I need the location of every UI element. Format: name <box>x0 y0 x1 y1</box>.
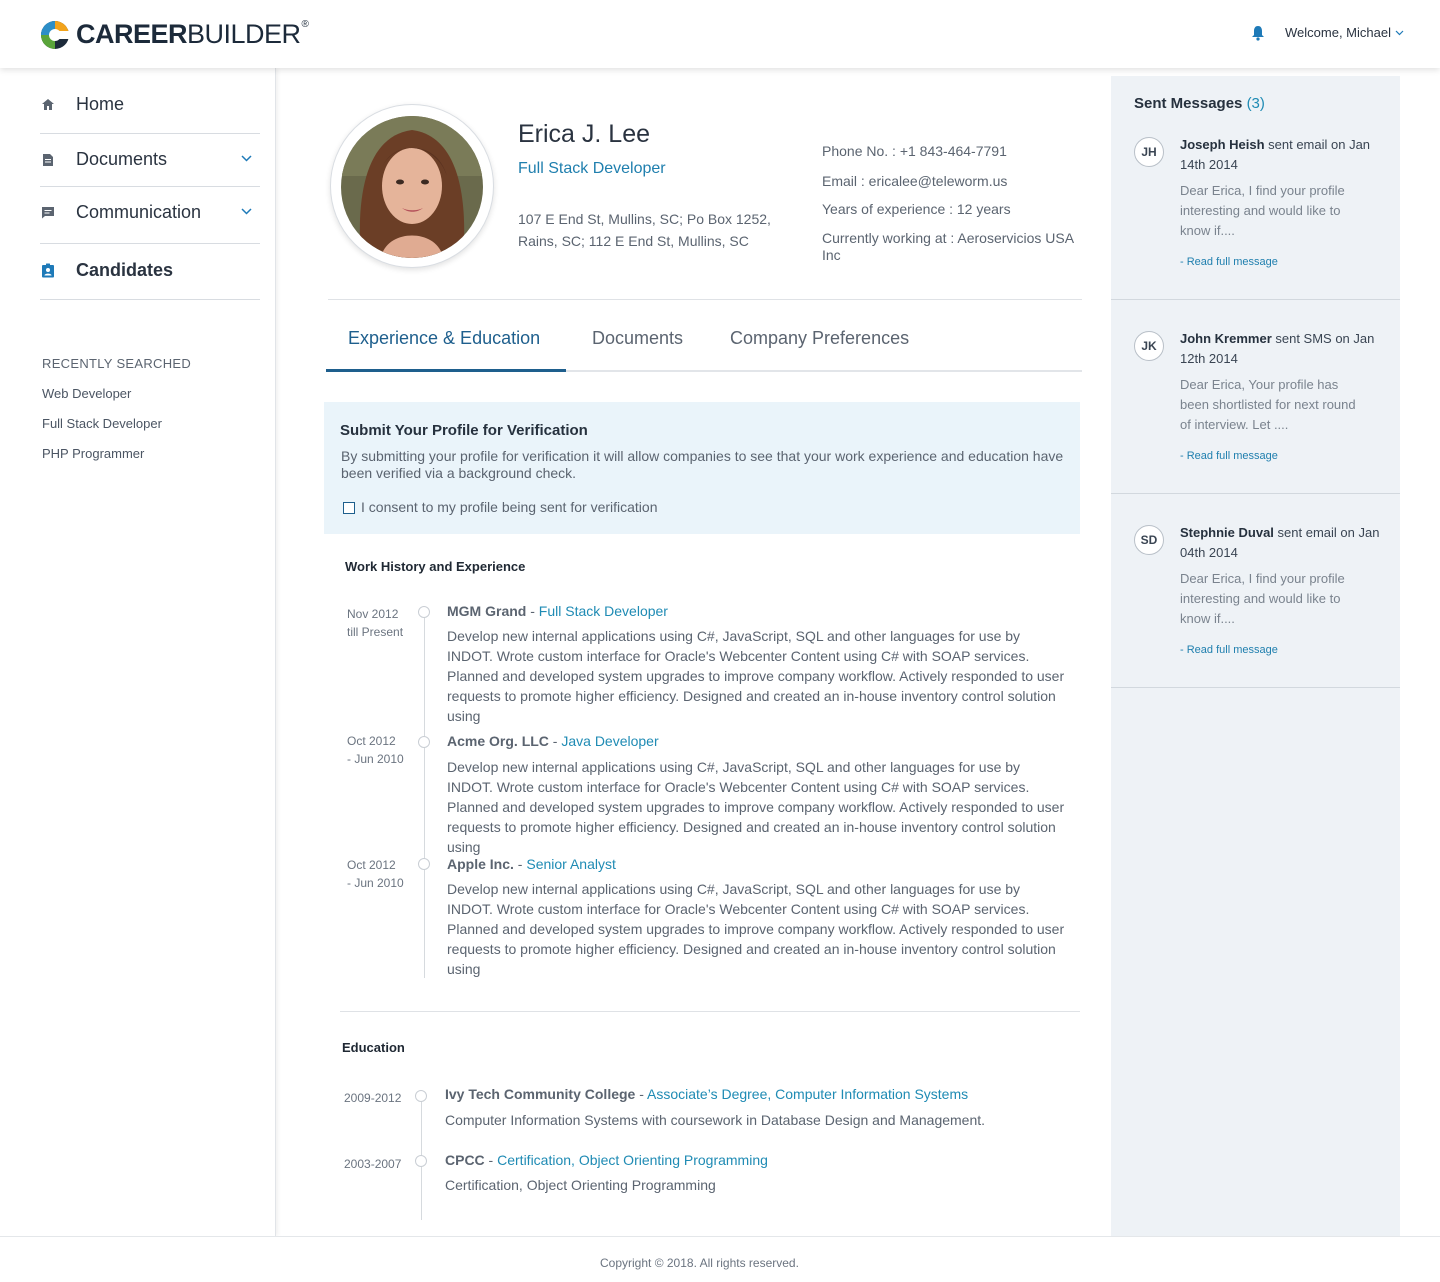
home-icon <box>40 97 56 113</box>
sidebar-item-candidates[interactable] <box>40 260 260 281</box>
verification-panel <box>324 402 1080 534</box>
education-entry-header: Ivy Tech Community College - Associate’s Degree, Computer Information Systems <box>445 1086 969 1102</box>
recent-search-item[interactable]: Full Stack Developer <box>42 416 162 431</box>
divider <box>40 186 260 187</box>
read-full-message-link[interactable]: - Read full message <box>1180 256 1278 268</box>
work-entry-description: Develop new internal applications using C#, JavaScript, SQL and other languages for use by INDOT. Wrote custom interface for Oracle's Webcenter Content using C# with SOAP services. Planned and developed system upgrades to improve company workflow. Actively responded to user requests to promote higher efficiency. Designed and created an in-house inventory control solution using <box>447 759 1065 855</box>
work-history-title: Work History and Experience <box>345 559 526 574</box>
candidate-current-employer: Currently working at : Aeroservicios USA Inc <box>822 230 1074 263</box>
chevron-down-icon <box>1395 30 1404 36</box>
education-entry-description: Computer Information Systems with coursework in Database Design and Management. <box>445 1112 986 1128</box>
work-entry-description: Develop new internal applications using C#, JavaScript, SQL and other languages for use by INDOT. Wrote custom interface for Oracle's Webcenter Content using C# with SOAP services. Planned and developed system upgrades to improve company workflow. Actively responded to user requests to promote higher efficiency. Designed and created an in-house inventory control solution using <box>447 881 1065 977</box>
divider <box>340 1011 1080 1012</box>
copyright-text: Copyright © 2018. All rights reserved. <box>600 1256 799 1270</box>
left-sidebar <box>0 68 276 1236</box>
timeline-dot <box>418 736 430 748</box>
work-date: Nov 2012 till Present <box>347 607 404 639</box>
careerbuilder-logo[interactable] <box>40 19 308 50</box>
timeline-line <box>424 612 425 978</box>
avatar: SD <box>1134 525 1164 555</box>
education-date: 2003-2007 <box>344 1157 402 1171</box>
sidebar-item-communication[interactable] <box>40 202 260 223</box>
footer <box>0 1236 1440 1282</box>
recent-search-item[interactable]: Web Developer <box>42 386 132 401</box>
work-date: Oct 2012 - Jun 2010 <box>347 858 404 890</box>
consent-checkbox[interactable] <box>343 502 355 514</box>
work-entry-header: Acme Org. LLC - Java Developer <box>447 733 659 749</box>
message-card <box>1111 494 1400 688</box>
candidate-experience: Years of experience : 12 years <box>822 201 1011 217</box>
badge-icon <box>40 263 56 279</box>
welcome-text: Welcome, Michael <box>1285 25 1391 40</box>
timeline-dot <box>418 858 430 870</box>
logo-mark-icon <box>40 20 70 50</box>
candidate-role: Full Stack Developer <box>518 160 666 177</box>
active-tab-indicator <box>326 369 566 372</box>
profile-tabs <box>326 306 1082 372</box>
timeline-dot <box>418 606 430 618</box>
candidate-email: Email : ericalee@teleworm.us <box>822 173 1008 189</box>
message-preview: Dear Erica, I find your profile interesting and would like to know if.... <box>1180 571 1345 626</box>
sidebar-item-label: Home <box>76 94 125 114</box>
message-preview: Dear Erica, I find your profile interesting and would like to know if.... <box>1180 183 1345 238</box>
message-header: Joseph Heish sent email on Jan 14th 2014 <box>1180 137 1371 172</box>
read-full-message-link[interactable]: - Read full message <box>1180 644 1278 656</box>
chevron-down-icon[interactable] <box>241 208 252 215</box>
work-date: Oct 2012 - Jun 2010 <box>347 734 404 766</box>
divider <box>40 133 260 134</box>
logo-wordmark: CAREERBUILDER® <box>76 19 309 49</box>
message-header: Stephnie Duval sent email on Jan 04th 2014 <box>1180 525 1380 560</box>
document-icon <box>40 152 56 168</box>
chevron-down-icon[interactable] <box>241 155 252 162</box>
candidate-address: 107 E End St, Mullins, SC; Po Box 1252, Rains, SC; 112 E End St, Mullins, SC <box>518 211 771 249</box>
recent-search-item[interactable]: PHP Programmer <box>42 446 145 461</box>
verification-title: Submit Your Profile for Verification <box>340 422 588 439</box>
work-entry-header: Apple Inc. - Senior Analyst <box>447 856 616 872</box>
user-menu[interactable] <box>1285 25 1404 40</box>
sidebar-item-label: Documents <box>76 149 168 169</box>
tab-experience-education[interactable]: Experience & Education <box>348 328 541 348</box>
message-card <box>1111 300 1400 494</box>
work-entry-description: Develop new internal applications using C#, JavaScript, SQL and other languages for use by INDOT. Wrote custom interface for Oracle's Webcenter Content using C# with SOAP services. Planned and developed system upgrades to improve company workflow. Actively responded to user requests to promote higher efficiency. Designed and created an in-house inventory control solution using <box>447 628 1065 724</box>
candidate-phone: Phone No. : +1 843-464-7791 <box>822 143 1007 159</box>
sidebar-item-home[interactable] <box>40 94 260 115</box>
timeline-dot <box>415 1090 427 1102</box>
avatar <box>341 116 483 258</box>
candidate-name: Erica J. Lee <box>518 120 651 148</box>
sidebar-item-label: Communication <box>76 202 202 222</box>
sidebar-item-documents[interactable] <box>40 149 260 170</box>
work-entry-header: MGM Grand - Full Stack Developer <box>447 603 668 619</box>
education-date: 2009-2012 <box>344 1091 402 1105</box>
avatar: JK <box>1134 331 1164 361</box>
education-entry-description: Certification, Object Orienting Programming <box>445 1177 716 1193</box>
tab-company-preferences[interactable]: Company Preferences <box>730 328 910 348</box>
chat-icon <box>40 205 56 221</box>
sent-messages-title: Sent Messages (3) <box>1134 95 1265 112</box>
education-title: Education <box>342 1040 405 1055</box>
divider <box>40 243 260 244</box>
divider <box>328 299 1082 300</box>
read-full-message-link[interactable]: - Read full message <box>1180 450 1278 462</box>
bell-icon[interactable] <box>1251 25 1265 41</box>
consent-label[interactable]: I consent to my profile being sent for verification <box>361 499 658 515</box>
tab-documents[interactable]: Documents <box>592 328 684 348</box>
avatar: JH <box>1134 137 1164 167</box>
top-header <box>0 0 1440 68</box>
sidebar-item-label: Candidates <box>76 260 174 280</box>
recently-searched-title: RECENTLY SEARCHED <box>42 356 192 371</box>
timeline-dot <box>415 1155 427 1167</box>
message-card <box>1111 106 1400 300</box>
verification-description: By submitting your profile for verification it will allow companies to see that your work experience and education have been verified via a background check. <box>341 448 1064 481</box>
education-entry-header: CPCC - Certification, Object Orienting Programming <box>445 1152 768 1168</box>
sent-messages-panel <box>1111 76 1400 1236</box>
message-preview: Dear Erica, Your profile has been shortlisted for next round of interview. Let .... <box>1180 377 1356 432</box>
message-header: John Kremmer sent SMS on Jan 12th 2014 <box>1180 331 1375 366</box>
divider <box>40 299 260 300</box>
